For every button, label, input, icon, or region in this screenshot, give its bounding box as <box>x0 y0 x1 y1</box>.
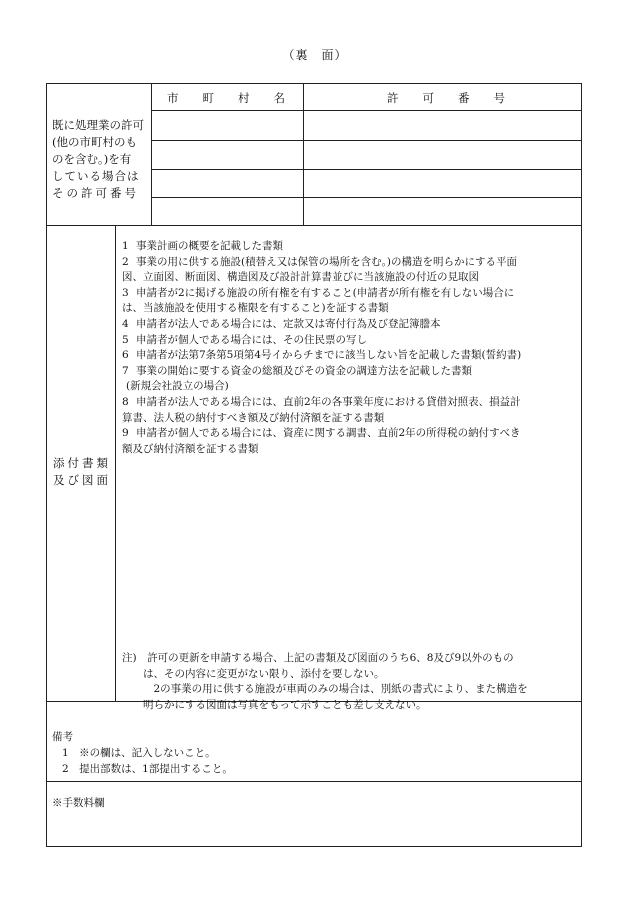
divider <box>47 225 581 226</box>
list-item: 2 事業の用に供する施設(積替え又は保管の場所を含む。)の構造を明らかにする平面 <box>122 255 517 268</box>
list-item-continuation: は、当該施設を使用する権限を有すること)を証する書類 <box>122 302 389 315</box>
remarks <box>52 729 233 777</box>
list-item: 9 申請者が個人である場合には、資産に関する調書、直前2年の所得税の納付すべき <box>122 427 521 440</box>
page-title: （裏 面） <box>282 48 348 62</box>
list-item: 4 申請者が法人である場合には、定款又は寄付行為及び登記簿謄本 <box>122 317 441 330</box>
divider <box>151 84 152 225</box>
divider <box>151 140 581 141</box>
list-item: 1 事業計画の概要を記載した書類 <box>122 240 283 252</box>
list-item: 7 事業の開始に要する資金の総額及びその資金の調達方法を記載した書類 <box>122 364 472 377</box>
list-item-continuation: (新規会社設立の場合) <box>126 380 229 393</box>
attachments-list <box>122 239 582 457</box>
existing-permit-label: 既に処理業の許可 (他の市町村のも のを含む。)を有 している場合は その許可番号 <box>52 118 144 200</box>
list-item: 3 申請者が2に掲げる施設の所有権を有すること(申請者が所有権を有しない場合に <box>122 286 515 299</box>
divider <box>303 84 304 225</box>
divider <box>151 169 581 170</box>
attachments-note: 注) 許可の更新を申請する場合、上記の書類及び図面のうち6、8及び9以外のもの は、その内容に変更がない限り、添付を要しない。 2の事業の用に供する施設が車両のみの場合は、別紙の書式により、また構造を 明らかにする図面は写真をもって示すことも差し支えない。 <box>122 652 528 711</box>
permit-number-column-header: 許 可 番 号 <box>387 91 505 105</box>
divider <box>47 781 581 782</box>
attachments-label: 添付書類 及び図面 <box>53 456 111 487</box>
list-item: 5 申請者が個人である場合には、その住民票の写し <box>122 333 367 346</box>
divider <box>151 110 581 111</box>
list-item-continuation: 図、立面図、断面図、構造図及び設計計算書並びに当該施設の付近の見取図 <box>122 271 479 284</box>
remarks-title: 備考 <box>52 731 73 743</box>
divider <box>115 225 116 701</box>
fee-field-label: ※手数料欄 <box>52 797 105 809</box>
divider <box>151 197 581 198</box>
municipality-column-header: 市 町 村 名 <box>167 91 285 105</box>
application-form-back <box>46 83 582 847</box>
list-item: 8 申請者が法人である場合には、直前2年の各事業年度における貸借対照表、損益計 <box>122 395 521 408</box>
list-item: 1 ※の欄は、記入しないこと。 <box>62 747 216 759</box>
list-item: 6 申請者が法第7条第5項第4号イからチまでに該当しない旨を記載した書類(誓約書) <box>122 349 522 362</box>
list-item-continuation: 算書、法人税の納付すべき額及び納付済額を証する書類 <box>122 411 385 424</box>
list-item-continuation: 額及び納付済額を証する書類 <box>122 442 259 455</box>
list-item: 2 提出部数は、1部提出すること。 <box>62 763 233 775</box>
